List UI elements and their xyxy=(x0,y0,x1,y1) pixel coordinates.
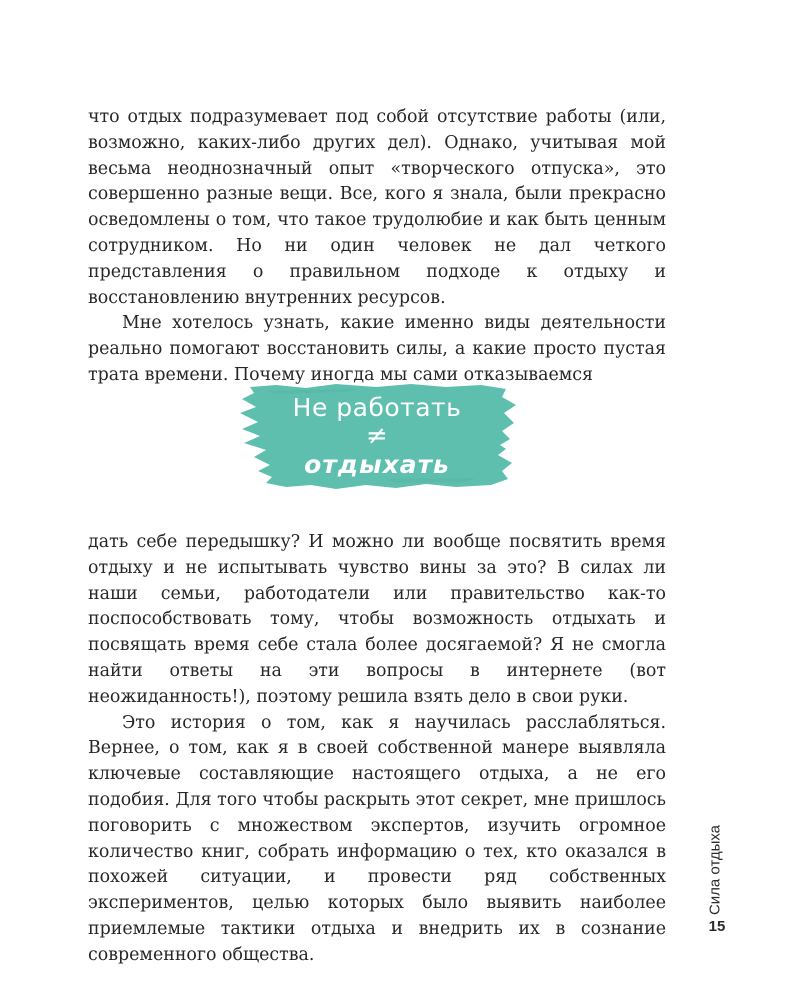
paragraph-continued: дать себе передышку? И можно ли вообще посвятить время отдыху и не испытывать чувство вины за это? В силах ли наши семьи, работодатели или правительство как-то поспособствовать тому, чтобы возможность отдыхать и посвящать время себе стала более досягаемой? Я не смогла найти ответы на эти вопросы в интернете (вот неожиданность!), поэтому решила взять дело в свои руки. xyxy=(88,532,666,707)
paragraph: Это история о том, как я научилась расслабляться. Вернее, о том, как я в своей собственной манере выявляла ключевые составляющие настоящего отдыха, а не его подобия. Для того чтобы раскрыть этот секрет, мне пришлось поговорить с множеством экспертов, изучить огромное количество книг, собрать информацию о тех, кто оказался в похожей ситуации, и провести ряд собственных экспериментов, целью которых было выявить наиболее приемлемые тактики отдыха и внедрить их в сознание современного общества. xyxy=(88,712,666,965)
running-title xyxy=(700,815,730,925)
banner-line-3: отдыхать xyxy=(304,450,450,479)
banner-not-equal-sign: ≠ xyxy=(365,421,389,451)
running-title-text: Сила отдыха xyxy=(706,824,724,916)
quote-banner xyxy=(236,383,518,491)
page-number: 15 xyxy=(708,918,726,935)
paragraph: Мне хотелось узнать, какие именно виды деятельности реально помогают восстановить силы, а какие просто пустая трата времени. Почему иногда мы сами отказываемся xyxy=(88,313,666,385)
text-block-top xyxy=(88,105,666,389)
paragraph-continued: что отдых подразумевает под собой отсутствие работы (или, возможно, каких-либо других дел). Однако, учитывая мой весьма неоднозначный опыт «творческого отпуска», это совершенно разные вещи. Все, кого я знала, были прекрасно осведомлены о том, что такое трудолюбие и как быть ценным сотрудником. Но ни один человек не дал четкого представления о правильном подходе к отдыху и восстановлению внутренних ресурсов. xyxy=(88,107,666,308)
banner-line-1: Не работать xyxy=(292,393,462,422)
text-block-bottom xyxy=(88,530,666,969)
